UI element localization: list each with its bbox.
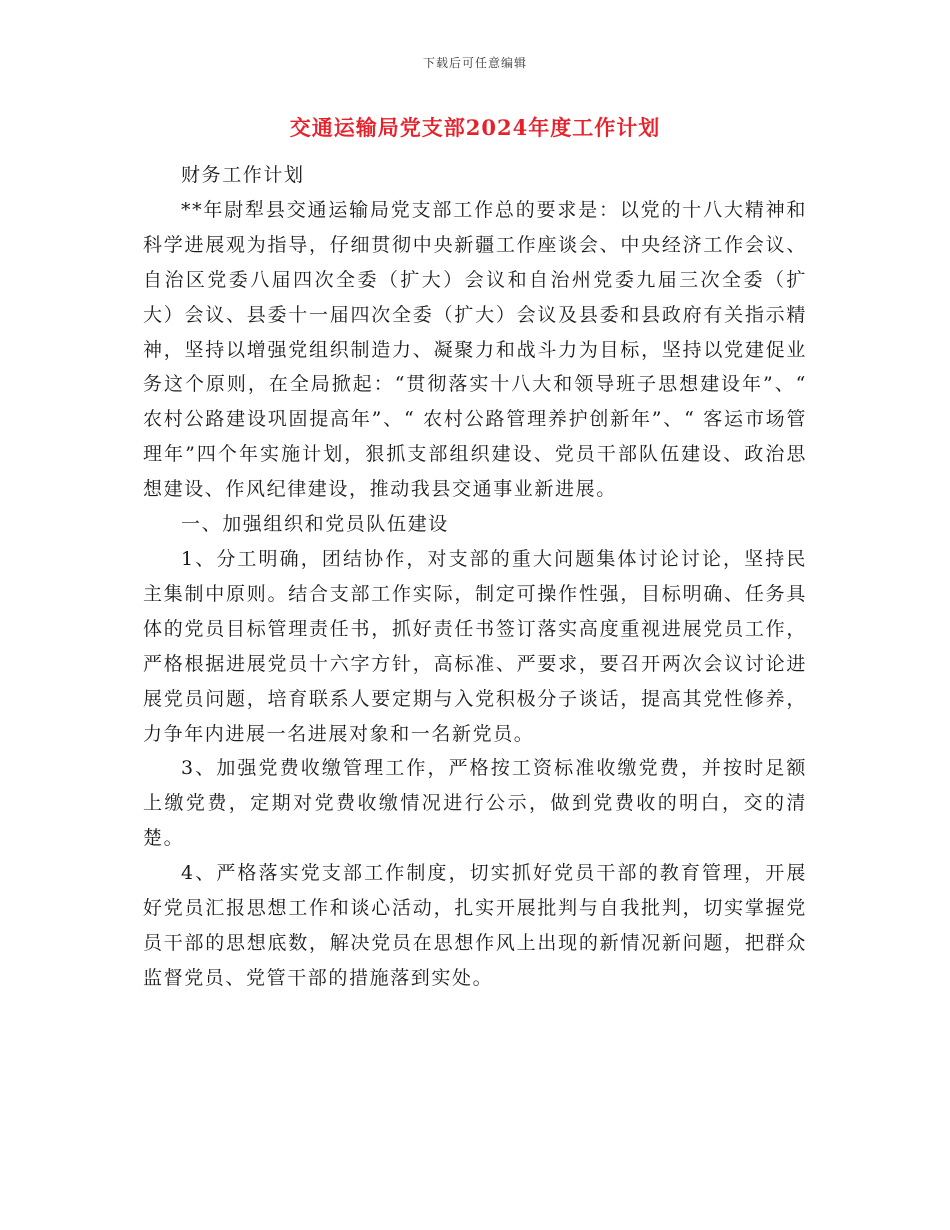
paragraph-subtitle: 财务工作计划 (181, 164, 305, 186)
document-body (143, 158, 807, 996)
document-title: 交通运输局党支部2024年度工作计划 (289, 115, 661, 140)
paragraph-item-1: 1、分工明确，团结协作，对支部的重大问题集体讨论讨论，坚持民主集制中原则。结合支部工作实际，制定可操作性强，目标明确、任务具体的党员目标管理责任书，抓好责任书签订落实高度重视进展党员工作，严格根据进展党员十六字方针，高标准、严要求，要召开两次会议讨论进展党员问题，培育联系人要定期与入党积极分子谈话，提高其党性修养，力争年内进展一名进展对象和一名新党员。 (143, 547, 807, 745)
paragraph-item-4: 4、严格落实党支部工作制度，切实抓好党员干部的教育管理，开展好党员汇报思想工作和谈心活动，扎实开展批判与自我批判，切实掌握党员干部的思想底数，解决党员在思想作风上出现的新情况新问题，把群众监督党员、党管干部的措施落到实处。 (143, 862, 807, 989)
header-note: 下载后可任意编辑 (422, 56, 527, 70)
paragraph-intro: **年尉犁县交通运输局党支部工作总的要求是：以党的十八大精神和科学进展观为指导，仔细贯彻中央新疆工作座谈会、中央经济工作会议、自治区党委八届四次全委（扩大）会议和自治州党委九届三次全委（扩大）会议、县委十一届四次全委（扩大）会议及县委和县政府有关指示精神，坚持以增强党组织制造力、凝聚力和战斗力为目标，坚持以党建促业务这个原则，在全局掀起：“贯彻落实十八大和领导班子思想建设年”、“ 农村公路建设巩固提高年”、“ 农村公路管理养护创新年”、“ 客运市场管理年”四个年实施计划，狠抓支部组织建设、党员干部队伍建设、政治思想建设、作风纪律建设，推动我县交通事业新进展。 (143, 198, 807, 501)
paragraph-section-heading: 一、加强组织和党员队伍建设 (181, 513, 449, 536)
paragraph-item-3: 3、加强党费收缴管理工作，严格按工资标准收缴党费，并按时足额上缴党费，定期对党费收缴情况进行公示，做到党费收的明白，交的清楚。 (143, 757, 807, 850)
